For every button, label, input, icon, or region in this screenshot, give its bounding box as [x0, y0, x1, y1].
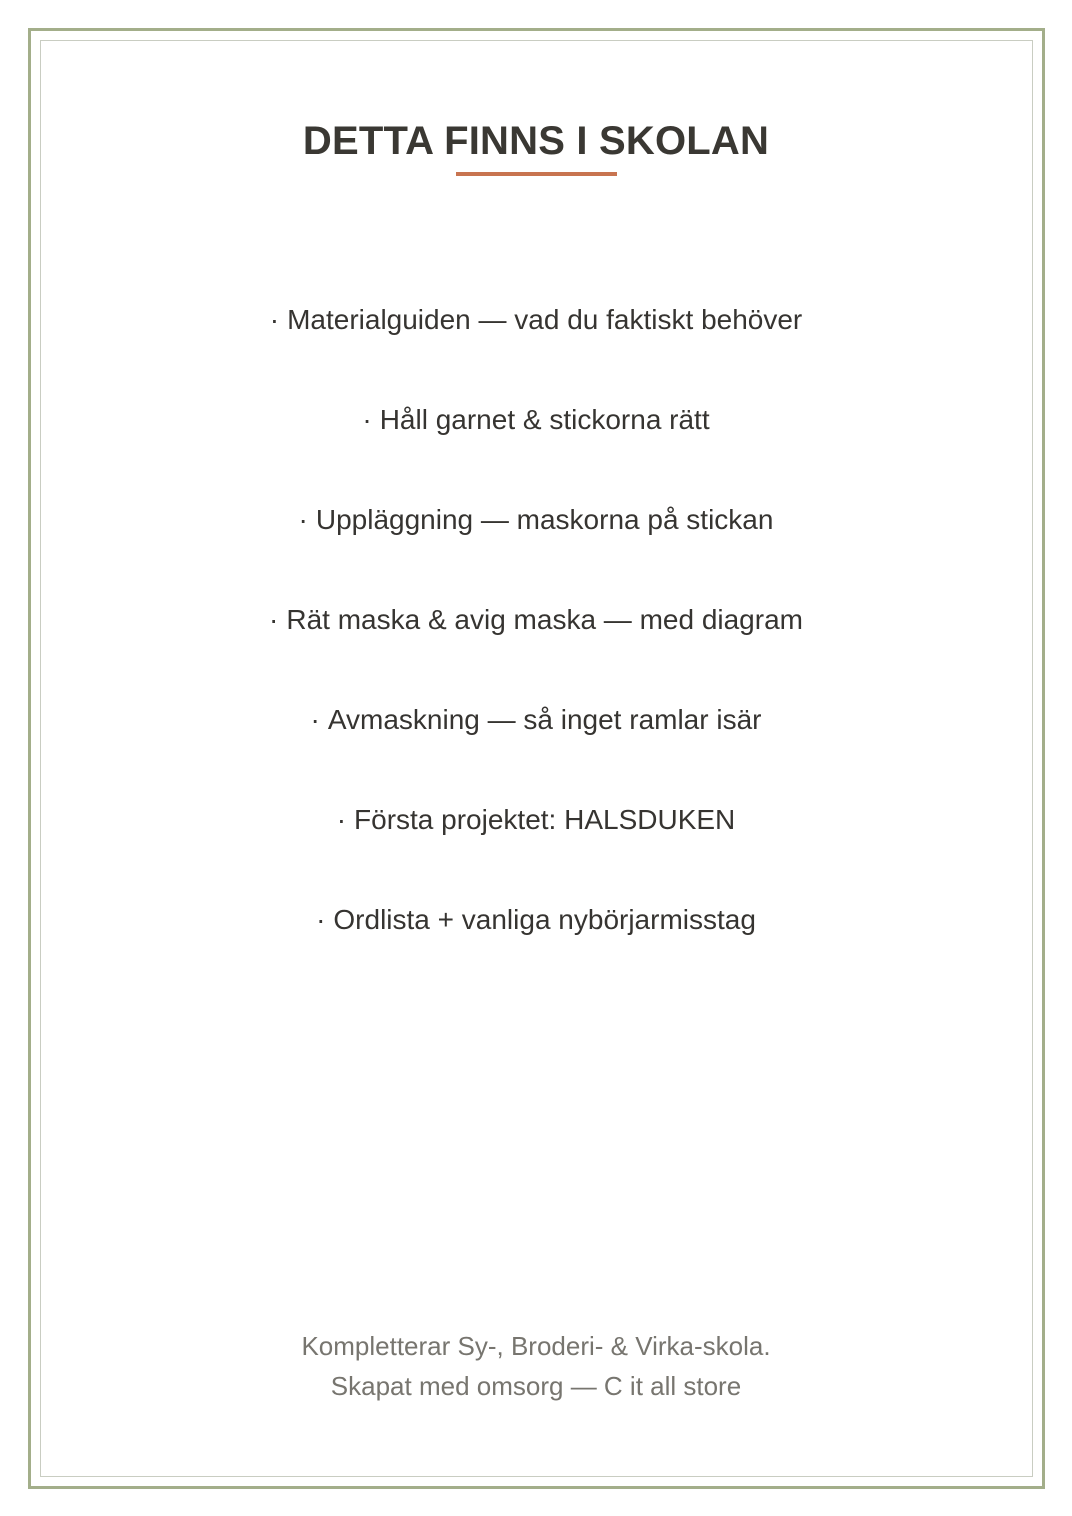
footer: [0, 1326, 1072, 1406]
footer-credit: Skapat med omsorg — C it all store: [330, 1371, 742, 1401]
list-item-text: Uppläggning — maskorna på stickan: [315, 504, 774, 535]
footer-note: Kompletterar Sy-, Broderi- & Virka-skola.: [301, 1331, 771, 1361]
list-item-text: Första projektet: HALSDUKEN: [354, 804, 736, 835]
page-title: DETTA FINNS I SKOLAN: [302, 119, 770, 163]
bullet: ·: [316, 904, 326, 935]
list-item-text: Ordlista + vanliga nybörjarmisstag: [333, 904, 756, 935]
list-item-text: Håll garnet & stickorna rätt: [379, 404, 710, 435]
bullet: ·: [269, 304, 280, 335]
list-item-text: Materialguiden — vad du faktiskt behöver: [287, 304, 803, 335]
list-item: [0, 496, 1072, 596]
list-item: [0, 896, 1072, 996]
list-item-text: Avmaskning — så inget ramlar isär: [327, 704, 762, 735]
bullet: ·: [269, 604, 279, 635]
list-item: [0, 296, 1072, 396]
bullet: ·: [336, 804, 347, 835]
bullet: ·: [298, 504, 308, 535]
title-underline: [456, 172, 617, 176]
contents-list: [0, 296, 1072, 996]
bullet: ·: [310, 704, 320, 735]
list-item-text: Rät maska & avig maska — med diagram: [286, 604, 803, 635]
list-item: [0, 596, 1072, 696]
list-item: [0, 396, 1072, 496]
list-item: [0, 696, 1072, 796]
bullet: ·: [362, 404, 372, 435]
list-item: [0, 796, 1072, 896]
